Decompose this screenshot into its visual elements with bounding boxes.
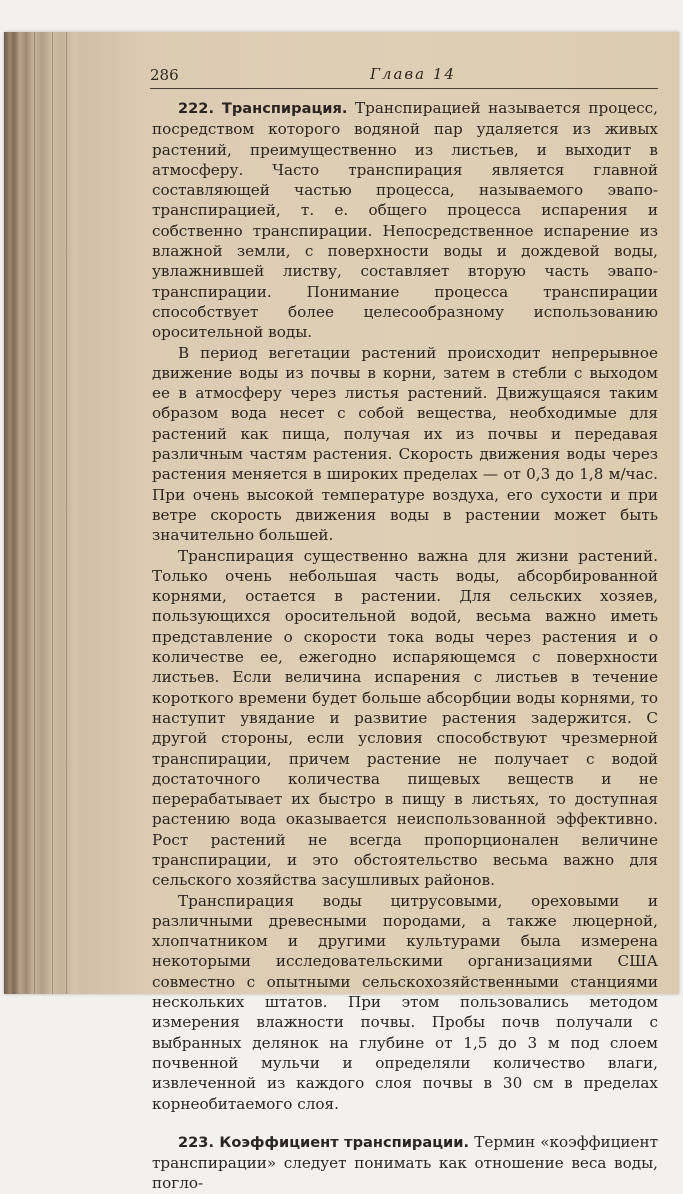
page-number: 286: [150, 66, 179, 84]
paragraph-223: [152, 1132, 658, 1194]
paragraph: Транспирация существенно важна для жизни растений. Только очень небольшая часть воды, абсорбированной корнями, остается в растении. Для сельских хозяев, пользующихся оросительной водой, весьма важно иметь представление о скорости тока воды через растения и о количестве ее, ежегодно испаряющемся с поверхности листьев. Если величина испарения с листьев в течение короткого времени будет больше абсорбции воды корнями, то наступит увядание и развитие растения задержится. С другой стороны, если условия способствуют чрезмерной транспирации, причем растение не получает с водой достаточного количества пищевых веществ и не перерабатывает их быстро в пищу в листьях, то доступная растению вода оказывается неиспользованной эффективно. Рост растений не всегда пропорционален величине транспирации, и это обстоятельство весьма важно для сельского хозяйства засушливых районов.: [152, 546, 658, 890]
running-head: Глава 14: [370, 65, 456, 83]
paragraph: В период вегетации растений происходит непрерывное движение воды из почвы в корни, затем в стебли с выходом ее в атмосферу через листья растений. Движущаяся таким образом вода несет с собой вещества, необходимые для растений как пища, получая их из почвы и передавая различным частям растения. Скорость движения воды через растения меняется в широких пределах — от 0,3 до 1,8 м/час. При очень высокой температуре воздуха, его сухости и при ветре скорость движения воды в растении может быть значительно большей.: [152, 343, 658, 545]
page-header: [150, 62, 658, 89]
book-spine-shadow: [4, 32, 82, 994]
body-text: [152, 98, 658, 1194]
paragraph-222: [152, 98, 658, 343]
section-heading-223: 223. Коэффициент транспирации.: [178, 1133, 470, 1151]
page-edge-line: [52, 32, 53, 994]
paragraph: Транспирация воды цитрусовыми, ореховыми и различными древесными породами, а также люцерной, хлопчатником и другими культурами была измерена некоторыми исследовательскими организациями США совместно с опытными сельскохозяйственными станциями нескольких штатов. При этом пользовались методом измерения влажности почвы. Пробы почв получали с выбранных делянок на глубине от 1,5 до 3 м под слоем почвенной мульчи и определяли количество влаги, извлеченной из каждого слоя почвы в 30 см в пределах корнеобитаемого слоя.: [152, 891, 658, 1113]
paragraph-223-text: Термин «коэффициент транспирации» следует понимать как отношение веса воды, погло-: [152, 1132, 658, 1193]
paragraph-222-text: Транспирацией называется процесс, посредством которого водяной пар удаляется из живых растений, преимущественно из листьев, и выходит в атмосферу. Часто транспирация является главной составляющей частью процесса, называемого эвапо-транспирацией, т. е. общего процесса испарения и собственно транспирации. Непосредственное испарение из влажной земли, с поверхности воды и дождевой воды, увлажнившей листву, составляет вторую часть эвапо-транспирации. Понимание процесса транспирации способствует более целесообразному использованию оросительной воды.: [152, 99, 658, 342]
page-edge-line: [66, 32, 67, 994]
section-heading-222: 222. Транспирация.: [178, 100, 348, 117]
page-edge-line: [34, 32, 35, 994]
